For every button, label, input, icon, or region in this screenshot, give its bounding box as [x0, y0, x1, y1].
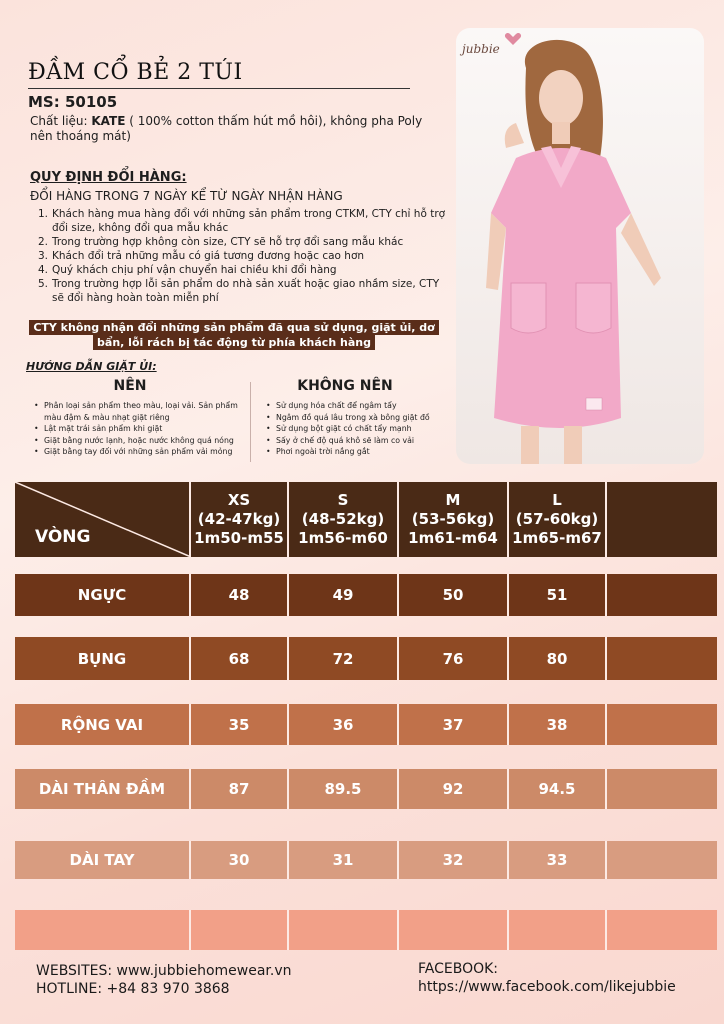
- measure-value-empty: [607, 574, 717, 616]
- measure-label: DÀI TAY: [15, 841, 191, 879]
- size-height: 1m50-m55: [194, 529, 284, 547]
- measure-value-empty: [607, 910, 717, 950]
- measure-value-empty: [607, 769, 717, 809]
- measure-value: 94.5: [509, 769, 607, 809]
- material-name: KATE: [91, 114, 126, 128]
- material-description: [30, 114, 440, 144]
- model-illustration: [456, 28, 704, 464]
- measure-row-chest: [15, 574, 717, 616]
- measure-value: 49: [289, 574, 399, 616]
- dont-item: • Sử dụng hóa chất để ngâm tẩy: [266, 400, 456, 412]
- table-corner: [15, 482, 191, 557]
- size-header-m: [399, 482, 509, 557]
- measure-value: 87: [191, 769, 289, 809]
- measure-row-empty: [15, 910, 717, 950]
- measure-label-empty: [15, 910, 191, 950]
- dont-item: • Sử dụng bột giặt có chất tẩy mạnh: [266, 423, 456, 435]
- policy-notice-text: CTY không nhận đổi những sản phẩm đã qua sử dụng, giặt ủi, dơ bẩn, lỗi rách bị tác động từ phía khách hàng: [29, 320, 438, 350]
- policy-item: [38, 207, 448, 235]
- measure-value: 30: [191, 841, 289, 879]
- measure-row-shoulder: [15, 704, 717, 745]
- footer-website[interactable]: WEBSITES: www.jubbiehomewear.vn: [36, 963, 292, 979]
- heart-icon: [504, 32, 522, 46]
- size-height: 1m61-m64: [408, 529, 498, 547]
- policy-item: [38, 277, 448, 305]
- size-weight: (53-56kg): [411, 510, 495, 528]
- measure-value: 36: [289, 704, 399, 745]
- size-name: M: [445, 491, 461, 509]
- measure-value-empty: [509, 910, 607, 950]
- dont-item: • Sấy ở chế độ quá khô sẽ làm co vải: [266, 435, 456, 447]
- size-name: S: [337, 491, 349, 509]
- do-title: NÊN: [113, 378, 147, 394]
- do-item: • Giặt bằng tay đối với những sản phẩm vải mỏng: [34, 446, 246, 458]
- size-weight: (42-47kg): [197, 510, 281, 528]
- measure-value-empty: [399, 910, 509, 950]
- policy-notice: [24, 320, 444, 350]
- measure-label: DÀI THÂN ĐẦM: [15, 769, 191, 809]
- measure-value: 89.5: [289, 769, 399, 809]
- dont-item: • Ngâm đồ quá lâu trong xà bông giặt đồ: [266, 412, 456, 424]
- policy-item: [38, 263, 448, 277]
- measure-value: 92: [399, 769, 509, 809]
- measure-label: NGỰC: [15, 574, 191, 616]
- policy-heading: QUY ĐỊNH ĐỔI HÀNG:: [30, 170, 187, 185]
- size-header-s: [289, 482, 399, 557]
- do-item: • Phân loại sản phẩm theo màu, loại vải. Sản phẩm màu đậm & màu nhạt giặt riêng: [34, 400, 246, 423]
- measure-value: 37: [399, 704, 509, 745]
- material-label: Chất liệu:: [30, 114, 92, 128]
- size-height: 1m56-m60: [298, 529, 388, 547]
- size-header-l: [509, 482, 607, 557]
- policy-list: [38, 207, 448, 305]
- dont-item: • Phơi ngoài trời nắng gắt: [266, 446, 456, 458]
- policy-subheading: ĐỔI HÀNG TRONG 7 NGÀY KỂ TỪ NGÀY NHẬN HÀNG: [30, 189, 343, 203]
- facebook-label: FACEBOOK:: [418, 961, 499, 977]
- measure-value-empty: [289, 910, 399, 950]
- footer-facebook: [418, 960, 676, 996]
- measure-value: 51: [509, 574, 607, 616]
- wash-divider: [250, 382, 251, 462]
- measure-label: BỤNG: [15, 637, 191, 680]
- measure-value: 68: [191, 637, 289, 680]
- facebook-link[interactable]: https://www.facebook.com/likejubbie: [418, 979, 676, 995]
- footer-hotline[interactable]: HOTLINE: +84 83 970 3868: [36, 981, 230, 997]
- policy-item: [38, 235, 448, 249]
- policy-item-text: Quý khách chịu phí vận chuyển hai chiều khi đổi hàng: [52, 264, 337, 276]
- policy-item: [38, 249, 448, 263]
- brand-logo-text: jubbie: [462, 42, 500, 56]
- size-header-empty: [607, 482, 717, 557]
- policy-item-number: 5.: [38, 278, 49, 290]
- measure-value: 80: [509, 637, 607, 680]
- measure-row-waist: [15, 637, 717, 680]
- measure-value: 76: [399, 637, 509, 680]
- measure-value: 72: [289, 637, 399, 680]
- policy-item-number: 2.: [38, 236, 49, 248]
- corner-label: VÒNG: [35, 527, 91, 547]
- measure-value: 32: [399, 841, 509, 879]
- policy-item-text: Khách đổi trả những mẫu có giá tương đương hoặc cao hơn: [52, 250, 365, 262]
- measure-label: RỘNG VAI: [15, 704, 191, 745]
- measure-value: 38: [509, 704, 607, 745]
- measure-value: 33: [509, 841, 607, 879]
- size-table-header: [15, 482, 717, 557]
- policy-item-text: Khách hàng mua hàng đổi với những sản phẩm trong CTKM, CTY chỉ hỗ trợ đổi size, không đổi qua mẫu khác: [52, 208, 446, 234]
- measure-row-length: [15, 769, 717, 809]
- measure-value-empty: [607, 637, 717, 680]
- do-item: • Giặt bằng nước lạnh, hoặc nước không quá nóng: [34, 435, 246, 447]
- size-weight: (57-60kg): [515, 510, 599, 528]
- measure-value: 35: [191, 704, 289, 745]
- brand-logo: [462, 42, 500, 56]
- measure-value-empty: [191, 910, 289, 950]
- size-height: 1m65-m67: [512, 529, 602, 547]
- size-weight: (48-52kg): [301, 510, 385, 528]
- washing-heading: HƯỚNG DẪN GIẶT ỦI:: [26, 360, 157, 373]
- dont-list: [266, 400, 456, 458]
- policy-item-number: 1.: [38, 208, 49, 220]
- policy-item-number: 3.: [38, 250, 49, 262]
- title-divider: [28, 88, 410, 89]
- measure-value: 50: [399, 574, 509, 616]
- measure-value: 48: [191, 574, 289, 616]
- measure-value-empty: [607, 704, 717, 745]
- policy-item-text: Trong trường hợp lỗi sản phẩm do nhà sản xuất hoặc giao nhầm size, CTY sẽ đổi hàng hoàn toàn miễn phí: [52, 278, 440, 304]
- size-name: XS: [227, 491, 251, 509]
- dont-title: KHÔNG NÊN: [297, 378, 393, 394]
- policy-item-number: 4.: [38, 264, 49, 276]
- measure-row-sleeve: [15, 841, 717, 879]
- product-code: MS: 50105: [28, 93, 118, 111]
- size-name: L: [552, 491, 562, 509]
- do-list: [34, 400, 246, 458]
- measure-value: 31: [289, 841, 399, 879]
- policy-item-text: Trong trường hợp không còn size, CTY sẽ hỗ trợ đổi sang mẫu khác: [52, 236, 404, 248]
- size-header-xs: [191, 482, 289, 557]
- measure-value-empty: [607, 841, 717, 879]
- footer-contact: [36, 962, 291, 998]
- product-photo: [456, 28, 704, 464]
- do-item: • Lật mặt trái sản phẩm khi giặt: [34, 423, 246, 435]
- material-desc: ( 100% cotton thấm hút mồ hôi), không pha Poly nên thoáng mát): [30, 114, 423, 143]
- product-title: ĐẦM CỔ BẺ 2 TÚI: [28, 60, 243, 85]
